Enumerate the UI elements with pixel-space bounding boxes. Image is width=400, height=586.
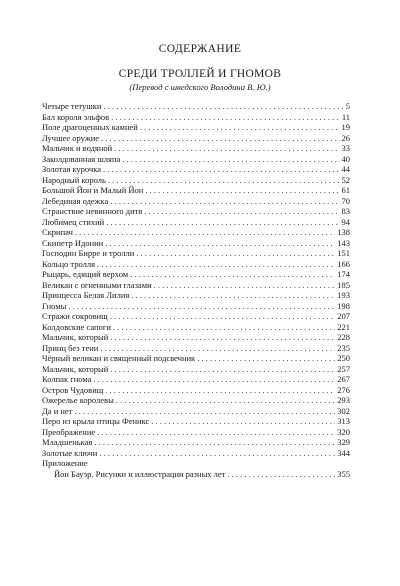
toc-entry bbox=[42, 185, 350, 196]
toc-entry-title: Ожерелье королевы bbox=[42, 395, 114, 405]
dot-leader bbox=[154, 280, 336, 291]
dot-leader bbox=[105, 238, 335, 249]
toc-entry-title: Любимец стихий bbox=[42, 216, 105, 227]
dot-leader bbox=[227, 469, 335, 480]
toc-entry bbox=[42, 206, 350, 217]
dot-leader bbox=[197, 353, 335, 364]
toc-entry-title: Великан с огненными глазами bbox=[42, 279, 152, 290]
toc-entry-page: 267 bbox=[337, 374, 350, 384]
toc-entry-page: 19 bbox=[341, 122, 350, 132]
toc-entry-title: Приложение bbox=[42, 458, 88, 468]
dot-leader bbox=[140, 122, 340, 133]
toc-entry-page: 143 bbox=[337, 237, 350, 248]
toc-entry-title: Скипетр Идонии bbox=[42, 237, 104, 248]
toc-entry-title: Стражи сокровищ bbox=[42, 311, 108, 321]
toc-entry-title: Странствие невинного дитя bbox=[42, 206, 143, 216]
toc-entry-page: 40 bbox=[341, 153, 350, 164]
toc-entry bbox=[42, 395, 350, 406]
toc-entry bbox=[42, 143, 350, 154]
toc-entry-title: Колдовские сапоги bbox=[42, 321, 111, 332]
toc-entry bbox=[42, 469, 350, 480]
toc-entry bbox=[42, 112, 350, 123]
toc-entry bbox=[42, 343, 350, 354]
toc-entry-title: Мальчик, который bbox=[42, 363, 109, 374]
toc-entry bbox=[42, 332, 350, 343]
toc-entry-page: 198 bbox=[337, 300, 350, 311]
toc-entry-page: 94 bbox=[341, 216, 350, 227]
toc-entry-title: Рыцарь, едящий верхом bbox=[42, 269, 129, 279]
toc-entry-title: Чёрный великан и священный подсвечник bbox=[42, 353, 196, 363]
toc-entry-page: 355 bbox=[337, 468, 350, 479]
toc-entry bbox=[42, 154, 350, 165]
toc-entry-page: 235 bbox=[337, 342, 350, 353]
toc-entry bbox=[42, 122, 350, 133]
toc-entry-page: 302 bbox=[337, 405, 350, 416]
toc-entry-title: Большой Йон и Малый Йон bbox=[42, 185, 144, 195]
dot-leader bbox=[136, 248, 335, 259]
toc-entry-page: 83 bbox=[341, 206, 350, 216]
toc-entry-title: Колпак гнома bbox=[42, 374, 92, 384]
dot-leader bbox=[130, 269, 335, 280]
toc-entry-title: Скрипач bbox=[42, 227, 73, 237]
dot-leader bbox=[103, 164, 340, 175]
dot-leader bbox=[110, 311, 336, 322]
toc-entry-title: Четыре тетушки bbox=[42, 101, 102, 111]
toc-entry bbox=[42, 290, 350, 301]
toc-entry bbox=[42, 448, 350, 459]
toc-entry-title: Лебединая одежка bbox=[42, 195, 109, 206]
section-title: СРЕДИ ТРОЛЛЕЙ И ГНОМОВ bbox=[118, 68, 282, 80]
section-subtitle: (Перевод с шведского Володина В. Ю.) bbox=[129, 82, 271, 92]
toc-entry-page: 33 bbox=[341, 143, 350, 153]
toc-entry-page: 257 bbox=[337, 363, 350, 374]
dot-leader bbox=[110, 332, 335, 343]
toc-entry bbox=[42, 269, 350, 280]
toc-entry-page: 344 bbox=[337, 447, 350, 458]
toc-entry-title: Поле драгоценных камней bbox=[42, 122, 138, 132]
dot-leader bbox=[144, 206, 339, 217]
toc-entry-title: Принцесса Белая Лилия bbox=[42, 290, 130, 300]
toc-entry bbox=[42, 175, 350, 186]
dot-leader bbox=[75, 227, 335, 238]
dot-leader bbox=[97, 259, 335, 270]
toc-entry bbox=[42, 164, 350, 175]
toc-entry bbox=[42, 427, 350, 438]
dot-leader bbox=[68, 301, 335, 312]
toc-entry bbox=[42, 259, 350, 270]
toc-entry bbox=[42, 248, 350, 259]
toc-entry bbox=[42, 196, 350, 207]
dot-leader bbox=[97, 427, 335, 438]
toc-entry-title: Золотые ключи bbox=[42, 447, 98, 458]
toc-entry-title: Преображение bbox=[42, 426, 96, 437]
toc-entry-page: 52 bbox=[341, 174, 350, 185]
toc-entry-title: Кольцо тролля bbox=[42, 258, 96, 269]
toc-entry-page: 313 bbox=[337, 416, 350, 426]
dot-leader bbox=[113, 322, 335, 333]
toc-entry-page: 320 bbox=[337, 426, 350, 437]
dot-leader bbox=[114, 143, 339, 154]
dot-leader bbox=[145, 185, 339, 196]
page-title: СОДЕРЖАНИЕ bbox=[158, 43, 242, 55]
toc-entry bbox=[42, 301, 350, 312]
toc-entry-title: Бал короля эльфов bbox=[42, 111, 110, 122]
toc-entry bbox=[42, 353, 350, 364]
dot-leader bbox=[105, 385, 335, 396]
toc-entry bbox=[42, 437, 350, 448]
toc-entry-page: 228 bbox=[337, 332, 350, 342]
toc-entry bbox=[42, 458, 350, 469]
dot-leader bbox=[74, 406, 335, 417]
toc-entry-title: Да и нет bbox=[42, 405, 73, 416]
toc-entry-page: 329 bbox=[337, 437, 350, 447]
toc-entry-page: 174 bbox=[337, 269, 350, 279]
toc-entry bbox=[42, 406, 350, 417]
toc-entry bbox=[42, 374, 350, 385]
toc-entry-page: 276 bbox=[337, 384, 350, 395]
toc-entry-page: 11 bbox=[341, 111, 350, 122]
toc-entry-title: Народный король bbox=[42, 174, 106, 185]
dot-leader bbox=[131, 290, 335, 301]
toc-entry-page: 138 bbox=[337, 227, 350, 237]
toc-entry bbox=[42, 217, 350, 228]
dot-leader bbox=[99, 448, 335, 459]
dot-leader bbox=[100, 343, 335, 354]
toc-entry-title: Заколдованная шляпа bbox=[42, 153, 121, 164]
toc-entry-page: 166 bbox=[337, 258, 350, 269]
toc-entry-title: Мальчик, который bbox=[42, 332, 109, 342]
toc-entry-page: 26 bbox=[341, 132, 350, 143]
toc-entry-title: Мальчик и водяной bbox=[42, 143, 113, 153]
toc-entry bbox=[42, 280, 350, 291]
dot-leader bbox=[122, 154, 339, 165]
dot-leader bbox=[111, 112, 340, 123]
toc-entry-page: 221 bbox=[337, 321, 350, 332]
toc-entry bbox=[42, 238, 350, 249]
toc-entry-title: Золотая курочка bbox=[42, 164, 101, 174]
toc-entry bbox=[42, 133, 350, 144]
toc-entry-title: Гномы bbox=[42, 300, 67, 311]
toc-entry-page: 151 bbox=[337, 248, 350, 258]
toc-entry-title: Перо из крыла птицы Феникс bbox=[42, 416, 150, 426]
toc-entry-title: Принц без тени bbox=[42, 342, 99, 353]
toc-entry bbox=[42, 227, 350, 238]
dot-leader bbox=[116, 395, 335, 406]
toc-entry-page: 185 bbox=[337, 279, 350, 290]
toc-entry-page: 193 bbox=[337, 290, 350, 300]
dot-leader bbox=[101, 133, 339, 144]
toc-entry-title: Младшенькая bbox=[42, 437, 93, 447]
toc-entry-title: Господин Бирре и тролли bbox=[42, 248, 135, 258]
dot-leader bbox=[94, 437, 335, 448]
toc-entry-page: 250 bbox=[337, 353, 350, 363]
toc-entry bbox=[42, 364, 350, 375]
toc-list bbox=[42, 101, 350, 479]
toc-entry bbox=[42, 101, 350, 112]
toc-entry bbox=[42, 416, 350, 427]
toc-entry-page: 70 bbox=[341, 195, 350, 206]
toc-entry bbox=[42, 311, 350, 322]
toc-entry-page: 44 bbox=[341, 164, 350, 174]
dot-leader bbox=[93, 374, 335, 385]
dot-leader bbox=[110, 364, 335, 375]
dot-leader bbox=[103, 101, 343, 112]
toc-entry bbox=[42, 322, 350, 333]
toc-entry-title: Лучшее оружие bbox=[42, 132, 100, 143]
toc-entry bbox=[42, 385, 350, 396]
toc-entry-page: 5 bbox=[345, 101, 350, 111]
toc-entry-page: 293 bbox=[337, 395, 350, 405]
dot-leader bbox=[151, 416, 335, 427]
dot-leader bbox=[108, 175, 340, 186]
toc-entry-page: 61 bbox=[341, 185, 350, 195]
dot-leader bbox=[106, 217, 339, 228]
dot-leader bbox=[110, 196, 339, 207]
toc-entry-title: Остров Чудовищ bbox=[42, 384, 104, 395]
toc-entry-title: Йон Бауэр. Рисунки и иллюстрации разных лет bbox=[54, 468, 226, 479]
toc-entry-page: 207 bbox=[337, 311, 350, 321]
